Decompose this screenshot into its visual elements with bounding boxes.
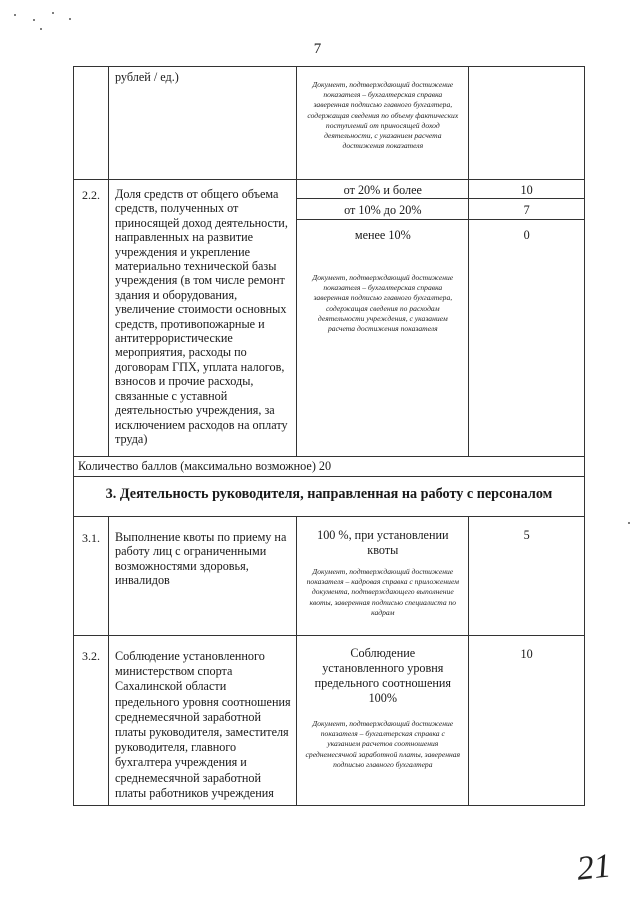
indicator-cell <box>297 220 469 457</box>
handwritten-signature: 21 <box>575 847 613 888</box>
table-row <box>74 67 585 180</box>
document-note: Документ, подтверждающий достижение показателя – бухгалтерская справка с указанием расчетов соотношения среднемесячной заработной платы, заверенная подписью главного бухгалтера <box>305 719 461 769</box>
points-value: 10 <box>469 636 585 806</box>
points-cell <box>469 67 585 180</box>
page-number: 7 <box>313 41 322 57</box>
section-title: 3. Деятельность руководителя, направленная на работу с персоналом <box>74 477 585 517</box>
table-row <box>74 457 585 477</box>
indicator-cell <box>297 636 469 806</box>
row-number-cell <box>74 67 109 180</box>
criterion-cell: рублей / ед.) <box>109 67 297 180</box>
points-value: 0 <box>469 220 585 457</box>
row-number-cell: 2.2. <box>74 180 109 457</box>
table-row <box>74 636 585 806</box>
points-value: 7 <box>469 199 585 220</box>
row-number-cell: 3.2. <box>74 636 109 806</box>
indicator-level: Соблюдение установленного уровня предельного соотношения 100% <box>314 646 451 705</box>
table-row <box>74 517 585 636</box>
indicator-level: от 10% до 20% <box>297 199 469 220</box>
indicator-cell <box>297 517 469 636</box>
indicator-level: от 20% и более <box>297 180 469 199</box>
criterion-cell: Соблюдение установленного министерством спорта Сахалинской области предельного уровня соотношения среднемесячной заработной платы руководителя, заместителя руководителя, главного бухгалтера учреждения и среднемесячной заработной платы работников учреждения <box>109 636 297 806</box>
indicator-level: 100 %, при установлении квоты <box>317 528 449 557</box>
points-value: 5 <box>469 517 585 636</box>
criterion-cell: Доля средств от общего объема средств, полученных от приносящей доход деятельности, направленных на развитие учреждения и укрепление материально технической базы учреждения (в том числе ремонт здания и оборудования, увеличение стоимости основных средств, противопожарные и антитеррористические мероприятия, расходы по договорам ГПХ, уплата налогов, взносов и прочие расходы, связанные с уставной деятельностью учреждения, за исключением расходов на оплату труда) <box>109 180 297 457</box>
indicator-cell <box>297 67 469 180</box>
criteria-table <box>73 66 585 806</box>
indicator-level: менее 10% <box>354 228 411 242</box>
table-row <box>74 180 585 199</box>
row-number-cell: 3.1. <box>74 517 109 636</box>
max-points-line: Количество баллов (максимально возможное) 20 <box>74 457 585 477</box>
document-note: Документ, подтверждающий достижение показателя – бухгалтерская справка заверенная подписью главного бухгалтера, содержащая сведения по объему фактических поступлений от приносящей доход деятельности, с указанием расчета достижения показателя <box>307 80 459 151</box>
document-note: Документ, подтверждающий достижение показателя – кадровая справка с приложением документа, подтверждающего выполнение квоты, заверенная подписью специалиста по кадрам <box>306 567 459 617</box>
document-note: Документ, подтверждающий достижение показателя – бухгалтерская справка заверенная подписью главного бухгалтера, содержащая сведения по расходам деятельности учреждения, с указанием расчета достижения показателя <box>312 273 454 334</box>
table-row <box>74 477 585 517</box>
criterion-cell: Выполнение квоты по приему на работу лиц с ограниченными возможностями здоровья, инвалидов <box>109 517 297 636</box>
points-value: 10 <box>469 180 585 199</box>
